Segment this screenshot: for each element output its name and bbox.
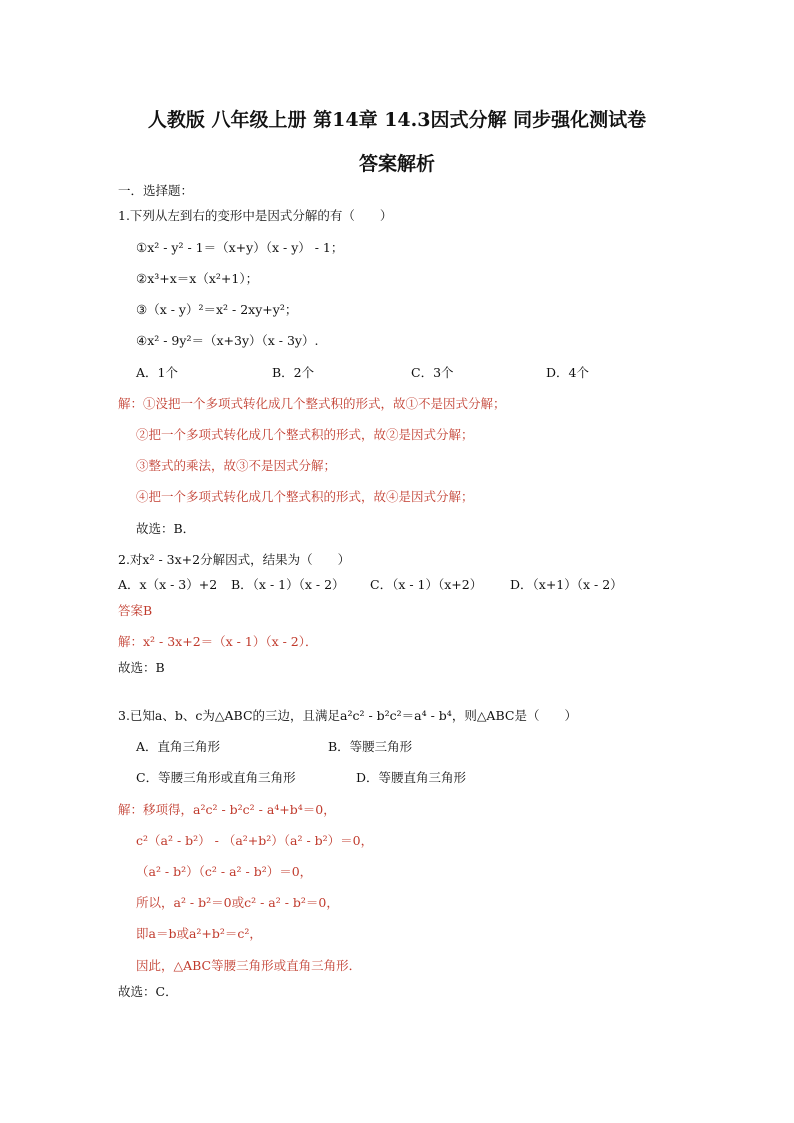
q3-solution-line-4: 所以，a² - b²＝0或c² - a² - b²＝0， [136,895,339,910]
q1-solution-line-1: 解：①没把一个多项式转化成几个整式积的形式，故①不是因式分解； [118,396,506,411]
q1-options [136,365,616,381]
q2-solution: 解：x² - 3x+2＝（x - 1）（x - 2）． [118,634,318,649]
q2-options [118,577,638,593]
q1-solution-line-3: ③整式的乘法，故③不是因式分解； [136,458,337,473]
q3-option-c: C．等腰三角形或直角三角形 [136,770,296,785]
q2-answer-line: 答案B [118,603,153,618]
q2-option-b: B．（x - 1）（x - 2） [231,577,345,592]
q2-option-c: C．（x - 1）（x+2） [370,577,483,592]
q3-solution-line-1: 解：移项得，a²c² - b²c² - a⁴+b⁴＝0， [118,802,336,817]
q3-options-row-1 [136,739,536,755]
q3-option-a: A．直角三角形 [136,739,221,754]
q2-option-a: A．x（x - 3）+2 [118,577,218,592]
q1-option-c: C．3个 [411,365,454,380]
q2-option-d: D．（x+1）（x - 2） [510,577,623,592]
q3-solution-line-2: c²（a² - b²） - （a²+b²）（a² - b²）＝0， [136,833,374,848]
q1-option-a: A．1个 [136,365,178,380]
q1-option-b: B．2个 [272,365,315,380]
q1-solution-line-4: ④把一个多项式转化成几个整式积的形式，故④是因式分解； [136,489,474,504]
q3-solution-line-3: （a² - b²）（c² - a² - b²）＝0， [136,864,313,879]
page-title-line1: 人教版 八年级上册 第14章 14.3因式分解 同步强化测试卷 [147,109,647,131]
page-title-line2: 答案解析 [358,153,435,175]
q3-stem: 3.已知a、b、c为△ABC的三边，且满足a²c² - b²c²＝a⁴ - b⁴，则△ABC是（ ） [118,708,577,723]
q1-item-2: ②x³+x＝x（x²+1）； [136,271,259,286]
q1-item-4: ④x² - 9y²＝（x+3y）（x - 3y）. [136,333,319,348]
q3-option-b: B．等腰三角形 [328,739,413,754]
q1-answer: 故选：B． [136,521,196,536]
q1-solution-line-2: ②把一个多项式转化成几个整式积的形式，故②是因式分解； [136,427,474,442]
q1-option-d: D．4个 [546,365,589,380]
q1-item-1: ①x² - y² - 1＝（x+y）（x - y） - 1； [136,240,344,255]
q1-stem: 1.下列从左到右的变形中是因式分解的有（ ） [118,208,393,223]
q3-option-d: D．等腰直角三角形 [356,770,467,785]
section-heading: 一．选择题： [118,183,194,198]
q1-item-3: ③（x - y）²＝x² - 2xy+y²； [136,302,298,317]
q3-answer: 故选：C． [118,984,178,999]
q2-stem: 2.对x² - 3x+2分解因式，结果为（ ） [118,552,351,567]
q3-solution-line-5: 即a＝b或a²+b²＝c²， [136,926,262,941]
q3-solution-line-6: 因此，△ABC等腰三角形或直角三角形． [136,958,362,973]
q3-options-row-2 [136,770,556,786]
q2-answer: 故选：B [118,660,165,675]
